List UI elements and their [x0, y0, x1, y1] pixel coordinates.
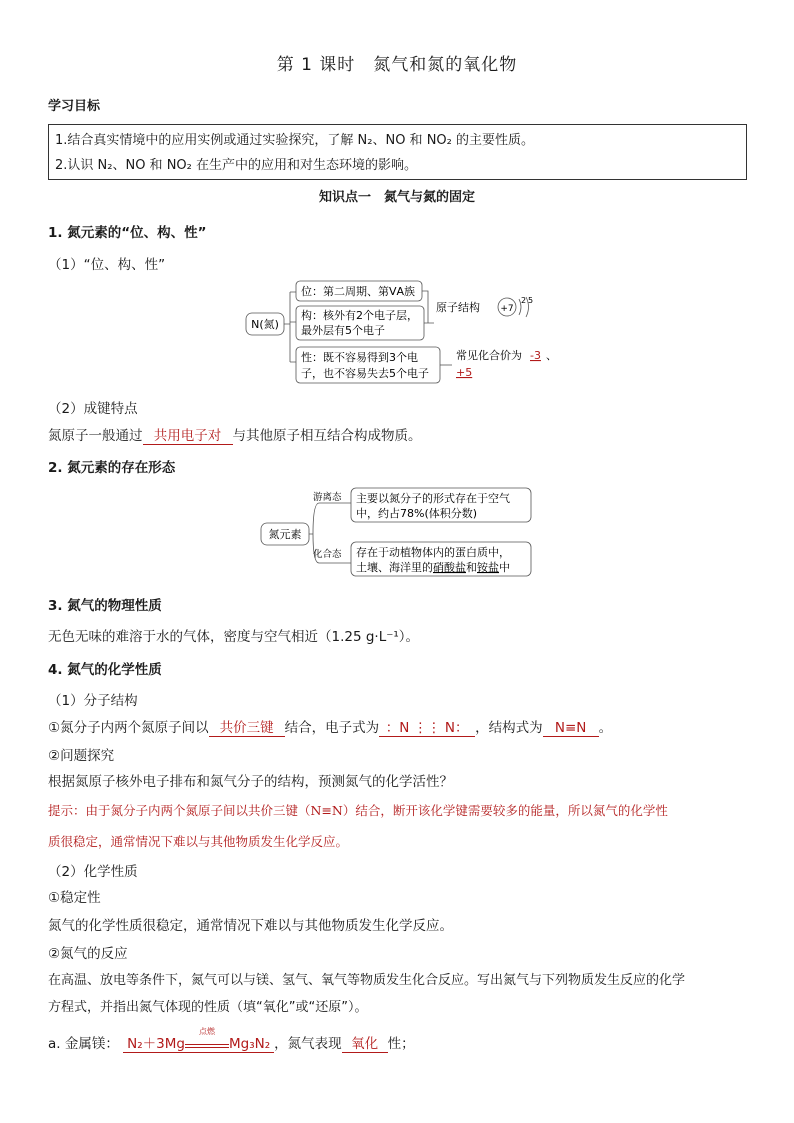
mg-mid: ，氮气表现: [274, 1036, 342, 1052]
mg-reaction-line: [48, 1027, 415, 1053]
mg-arrow: [185, 1027, 229, 1048]
mol-pre: ①氮分子内两个氮原子间以: [48, 720, 209, 736]
mol-mid1: 结合，电子式为: [284, 720, 380, 736]
diagram-struct-1: 构：核外有2个电子层，: [301, 309, 418, 322]
combined-line-2: 土壤、海洋里的硝酸盐和铵盐中: [356, 561, 510, 574]
molecule-line: [48, 716, 612, 737]
mg-lhs: N₂＋3Mg: [127, 1036, 185, 1052]
goal-item-1: 1.结合真实情境中的应用实例或通过实验探究，了解 N₂、NO 和 NO₂ 的主要性质。: [55, 133, 534, 148]
bond-post: 与其他原子相互结合构成物质。: [232, 428, 422, 444]
mg-condition: 点燃: [198, 1027, 215, 1036]
hint-line-2: 质很稳定，通常情况下难以与其他物质发生化学反应。: [48, 834, 349, 849]
diagram-prop-2: 子，也不容易失去5个电子: [301, 367, 429, 380]
existence-root: 氮元素: [268, 528, 302, 541]
diagram-struct-label: 原子结构: [436, 301, 480, 314]
mol-answer-bond: 共价三键: [209, 716, 285, 737]
stability-text: 氮气的化学性质很稳定，通常情况下难以与其他物质发生化学反应。: [48, 918, 453, 934]
free-line-2: 中，约占78%(体积分数): [356, 507, 478, 520]
free-line-1: 主要以氮分子的形式存在于空气: [356, 492, 510, 505]
mg-rhs: Mg₃N₂: [228, 1036, 271, 1052]
section-title: 知识点一 氮气与氮的固定: [318, 190, 475, 205]
mg-pre: a. 金属镁：: [48, 1036, 119, 1052]
bond-line: [48, 424, 422, 445]
diagram-valence-sep: 、: [546, 349, 557, 362]
s3-heading: 3. 氮气的物理性质: [48, 598, 162, 614]
bond-answer: 共用电子对: [143, 424, 233, 445]
s1-heading: 1. 氮元素的“位、构、性”: [48, 225, 207, 241]
diagram-shell-2: 5: [528, 296, 534, 305]
diagram-struct-2: 最外层有5个电子: [301, 324, 385, 337]
s1-sub2: （2）成键特点: [48, 401, 138, 417]
goals-box: [48, 124, 747, 180]
reaction-text-1: 在高温、放电等条件下，氮气可以与镁、氢气、氧气等物质发生化合反应。写出氮气与下列物质发生反应的化学: [48, 973, 686, 988]
diagram-root: N(氮): [251, 318, 279, 331]
diagram-nucleus: +7: [500, 304, 514, 314]
existence-diagram: [255, 485, 545, 580]
mol-answer-electron-formula: ：N ⋮⋮ N：: [379, 716, 475, 737]
page-title: 第 1 课时 氮气和氮的氧化物: [276, 55, 518, 75]
s4-sub2: （2）化学性质: [48, 864, 138, 880]
mg-answer-property: 氧化: [342, 1032, 388, 1053]
diagram-pos: 位：第二周期、第ⅤA族: [301, 285, 416, 298]
s3-text: 无色无味的难溶于水的气体，密度与空气相近（1.25 g·L⁻¹）。: [48, 629, 420, 645]
mg-equation-answer: [123, 1027, 274, 1053]
combined-label: 化合态: [313, 549, 342, 560]
nitrogen-diagram: [238, 277, 568, 387]
explore-label: ②问题探究: [48, 748, 115, 764]
s2-heading: 2. 氮元素的存在形态: [48, 460, 176, 476]
mol-answer-structural-formula: N≡N: [543, 720, 599, 737]
goals-heading: 学习目标: [48, 99, 101, 114]
free-label: 游离态: [313, 492, 342, 503]
reaction-label: ②氮气的反应: [48, 946, 128, 962]
s4-heading: 4. 氮气的化学性质: [48, 662, 162, 678]
diagram-valence-b: +5: [456, 366, 473, 379]
goal-item-2: 2.认识 N₂、NO 和 NO₂ 在生产中的应用和对生态环境的影响。: [55, 158, 417, 173]
reaction-text-2: 方程式，并指出氮气体现的性质（填“氧化”或“还原”）。: [48, 1000, 368, 1015]
stability-label: ①稳定性: [48, 890, 101, 906]
s4-sub1: （1）分子结构: [48, 693, 138, 709]
s1-sub1: （1）“位、构、性”: [48, 257, 166, 273]
diagram-valence-label: 常见化合价为: [456, 349, 522, 362]
combined-line-1: 存在于动植物体内的蛋白质中，: [356, 546, 510, 559]
diagram-valence-a: -3: [530, 349, 541, 362]
mol-mid2: ，结构式为: [475, 720, 543, 736]
mol-post: 。: [598, 720, 613, 736]
bond-pre: 氮原子一般通过: [48, 428, 143, 444]
diagram-shell-1: 2: [521, 296, 527, 305]
explore-question: 根据氮原子核外电子排布和氮气分子的结构，预测氮气的化学活性？: [48, 774, 453, 790]
hint-line-1: 提示：由于氮分子内两个氮原子间以共价三键（N≡N）结合，断开该化学键需要较多的能量，所以氮气的化学性: [48, 803, 668, 818]
mg-post: 性；: [387, 1036, 415, 1052]
diagram-prop-1: 性：既不容易得到3个电: [301, 351, 418, 364]
